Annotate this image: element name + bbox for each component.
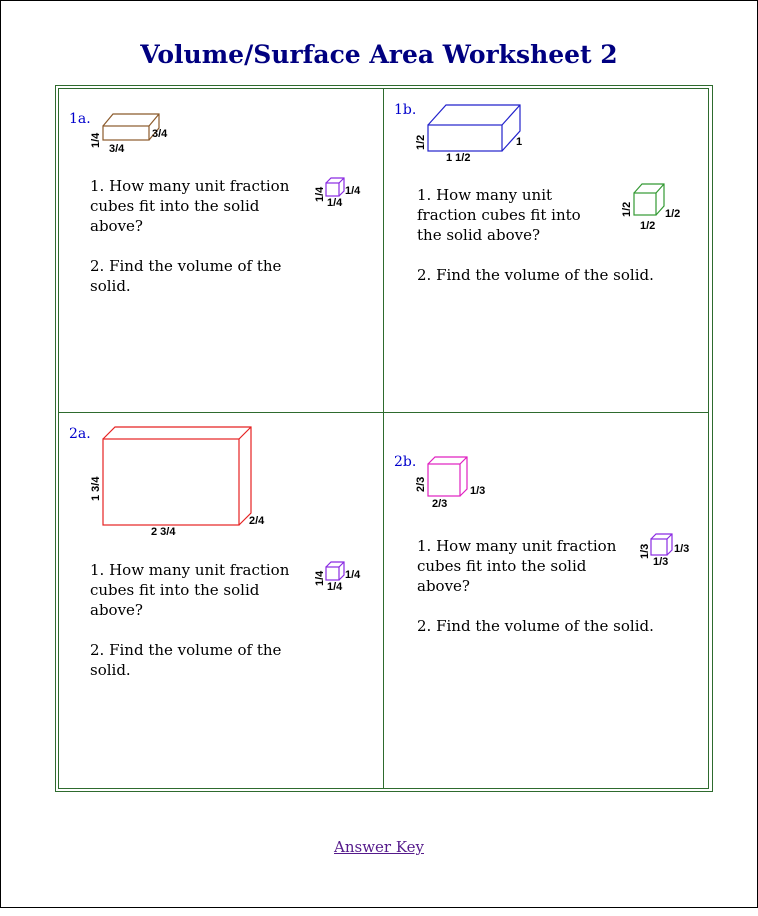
cube-width-label: 1/4: [327, 581, 343, 593]
question-block: [90, 176, 310, 296]
answer-key-container: [0, 838, 758, 856]
problem-cell-2a: [58, 412, 384, 789]
answer-key-link[interactable]: Answer Key: [334, 838, 424, 856]
problem-label: 2b.: [394, 454, 417, 470]
problem-cell-1b: [383, 88, 709, 413]
question-2: 2. Find the volume of the solid.: [417, 266, 654, 284]
question-block: [90, 560, 310, 680]
problem-label: 2a.: [69, 426, 91, 442]
solid-height-label: 2/3: [415, 476, 427, 492]
solid-depth-label: 2/4: [249, 515, 265, 527]
rectangular-prism-figure: [384, 89, 710, 169]
question-1: 1. How many unit fraction cubes fit into the solid above?: [417, 186, 581, 244]
solid-width-label: 3/4: [109, 143, 125, 155]
cube-depth-label: 1/4: [345, 569, 361, 581]
cube-height-label: 1/2: [621, 201, 633, 217]
question-1: 1. How many unit fraction cubes fit into the solid above?: [90, 177, 290, 235]
question-2: 2. Find the volume of the solid.: [90, 641, 282, 679]
solid-width-label: 2 3/4: [151, 526, 176, 538]
solid-width-label: 1 1/2: [446, 152, 471, 164]
cube-depth-label: 1/3: [674, 543, 690, 555]
solid-width-label: 2/3: [432, 498, 448, 510]
page-title: Volume/Surface Area Worksheet 2: [140, 40, 618, 69]
problem-cell-2b: [383, 412, 709, 789]
question-1: 1. How many unit fraction cubes fit into the solid above?: [90, 561, 290, 619]
rectangular-prism-figure: [59, 89, 385, 169]
problem-label: 1a.: [69, 111, 91, 127]
cube-height-label: 1/4: [314, 570, 326, 586]
unit-cube-figure: [621, 179, 694, 232]
problem-grid: [55, 85, 713, 792]
cube-depth-label: 1/4: [345, 185, 361, 197]
unit-cube-figure: [634, 531, 704, 571]
solid-height-label: 1/4: [90, 132, 102, 148]
question-2: 2. Find the volume of the solid.: [90, 257, 282, 295]
solid-depth-label: 1: [516, 136, 523, 148]
cube-height-label: 1/4: [314, 186, 326, 202]
solid-height-label: 1 3/4: [90, 476, 102, 501]
solid-depth-label: 3/4: [152, 128, 168, 140]
solid-height-label: 1/2: [415, 134, 427, 150]
unit-cube-figure: [314, 174, 374, 214]
cube-depth-label: 1/2: [665, 208, 681, 220]
cube-height-label: 1/3: [639, 543, 651, 559]
problem-label: 1b.: [394, 102, 417, 118]
cube-width-label: 1/4: [327, 197, 343, 209]
cube-width-label: 1/2: [640, 220, 656, 232]
problem-cell-1a: [58, 88, 384, 413]
cube-figure: [384, 413, 710, 513]
question-2: 2. Find the volume of the solid.: [417, 617, 654, 635]
question-1: 1. How many unit fraction cubes fit into the solid above?: [417, 537, 617, 595]
solid-depth-label: 1/3: [470, 485, 486, 497]
cube-width-label: 1/3: [653, 556, 669, 568]
unit-cube-figure: [314, 558, 374, 598]
rectangular-prism-figure: [59, 413, 385, 543]
